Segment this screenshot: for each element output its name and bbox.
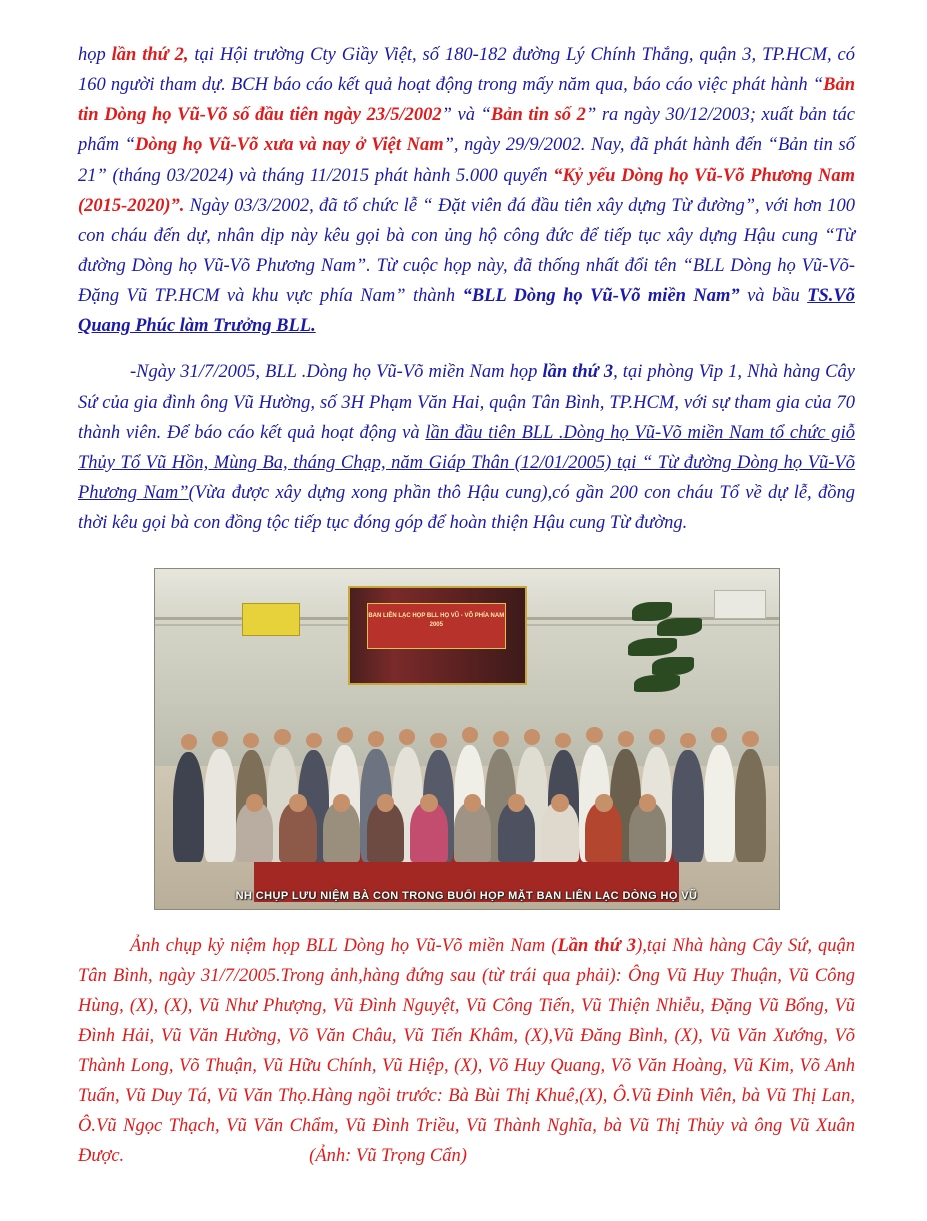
- photo-overlay-caption: NH CHỤP LƯU NIỆM BÀ CON TRONG BUỔI HỌP MẶT BAN LIÊN LẠC DÒNG HỌ VŨ: [235, 890, 698, 903]
- p1-seg4: Bản tin Dòng họ Vũ-Võ số đầu tiên ngày 23/5/2002: [78, 75, 855, 126]
- p2-seg3: , tại phòng Vip 1, Nhà hàng Cây Sứ của gia đình ông Vũ Hường, số 3H Phạm Văn Hai, quận Tân Bình, TP.HCM, với sự tham gia của 70 thành viên. Để báo cáo kết quả hoạt động và: [78, 362, 855, 443]
- p2-seg4: lần đầu tiên BLL .Dòng họ Vũ-Võ miền Nam tổ chức giỗ Thủy Tổ Vũ Hồn, Mùng Ba, tháng Chạp, năm Giáp Thân (12/01/2005) tại “ Từ đường Dòng họ Vũ-Võ Phương Nam”: [78, 422, 855, 503]
- p1-seg3: tại Hội trường Cty Giầy Việt, số 180-182 đường Lý Chính Thắng, quận 3, TP.HCM, có 160 người tham dự. BCH báo cáo kết quả hoạt động trong mấy năm qua, báo cáo việc phát hành “: [78, 45, 855, 96]
- caption-seg2: Lần thứ 3: [557, 936, 637, 957]
- photo-crowd: [155, 685, 779, 862]
- p1-seg9: ”, ngày 29/9/2002. Nay, đã phát hành đến “Bản tin số 21” (tháng 03/2024) và tháng 11/2015 phát hành 5.000 quyển: [78, 135, 855, 186]
- photo-caption: [78, 932, 855, 1172]
- paragraph-2: [78, 357, 855, 538]
- p2-seg2: lần thứ 3: [542, 362, 614, 383]
- photo-banner-text: BAN LIÊN LẠC HỌP BLL HỌ VŨ - VÕ PHÍA NAM 2005: [368, 613, 505, 629]
- p1-seg8: Dòng họ Vũ-Võ xưa và nay ở Việt Nam: [135, 135, 444, 156]
- p1-seg14: TS.Võ Quang Phúc làm Trưởng BLL.: [78, 286, 855, 337]
- p2-seg1: -Ngày 31/7/2005, BLL .Dòng họ Vũ-Võ miền Nam họp: [130, 362, 543, 383]
- p1-seg1: họp: [78, 45, 112, 65]
- p1-seg5: ” và “: [441, 105, 491, 126]
- p1-seg13: và bầu: [739, 286, 808, 307]
- p1-seg7: ” ra ngày 30/12/2003; xuất bản tác phẩm “: [78, 105, 855, 156]
- photo-banner: [367, 603, 506, 649]
- caption-seg1: Ảnh chụp kỷ niệm họp BLL Dòng họ Vũ-Võ miền Nam (: [130, 936, 558, 957]
- caption-photo-credit: (Ảnh: Vũ Trọng Cẩn): [309, 1146, 467, 1167]
- photo-yellow-sign: [242, 603, 300, 636]
- p2-seg5: (Vừa được xây dựng xong phần thô Hậu cung),có gần 200 con cháu Tổ về dự lễ, đồng thời kêu gọi bà con đồng tộc tiếp tục đóng góp để hoàn thiện Hậu cung Từ đường.: [78, 482, 855, 534]
- photo-container: [78, 568, 855, 910]
- group-photo: [154, 568, 780, 910]
- paragraph-1: [78, 40, 855, 341]
- p1-seg12: “BLL Dòng họ Vũ-Võ miền Nam”: [462, 286, 740, 307]
- p1-seg6: Bản tin số 2: [490, 105, 586, 126]
- p1-seg10: “Kỷ yếu Dòng họ Vũ-Võ Phương Nam (2015-2020)”.: [78, 165, 855, 216]
- p1-seg11: Ngày 03/3/2002, đã tổ chức lễ “ Đặt viên đá đầu tiên xây dựng Từ đường”, với hơn 100 con cháu đến dự, nhân dịp này kêu gọi bà con ủng hộ công đức để tiếp tục xây dựng Hậu cung “Từ đường Dòng họ Vũ-Võ Phương Nam”. Từ cuộc họp này, đã thống nhất đổi tên “BLL Dòng họ Vũ-Võ-Đặng Vũ TP.HCM và khu vực phía Nam” thành: [78, 195, 855, 307]
- p1-seg2: lần thứ 2,: [111, 45, 189, 65]
- caption-seg3: ),tại Nhà hàng Cây Sứ, quận Tân Bình, ngày 31/7/2005.Trong ảnh,hàng đứng sau (từ trái qua phải): Ông Vũ Huy Thuận, Vũ Công Hùng, (X), (X), Vũ Như Phượng, Vũ Đình Nguyệt, Vũ Công Tiến, Vũ Thiện Nhiễu, Đặng Vũ Bổng, Vũ Đình Hải, Vũ Văn Hường, Võ Văn Châu, Vũ Tiến Khâm, (X),Vũ Đăng Bình, (X), Vũ Văn Xướng, Võ Thành Long, Võ Thuận, Vũ Hữu Chính, Vũ Hiệp, (X), Võ Huy Quang, Võ Văn Hoàng, Vũ Kim, Võ Anh Tuấn, Vũ Duy Tá, Vũ Văn Thọ.Hàng ngồi trước: Bà Bùi Thị Khuê,(X), Ô.Vũ Đinh Viên, bà Vũ Thị Lan, Ô.Vũ Ngọc Thạch, Vũ Văn Chẩm, Vũ Đình Triều, Vũ Thành Nghĩa, bà Vũ Thị Thủy và ông Vũ Xuân Được.: [78, 936, 856, 1167]
